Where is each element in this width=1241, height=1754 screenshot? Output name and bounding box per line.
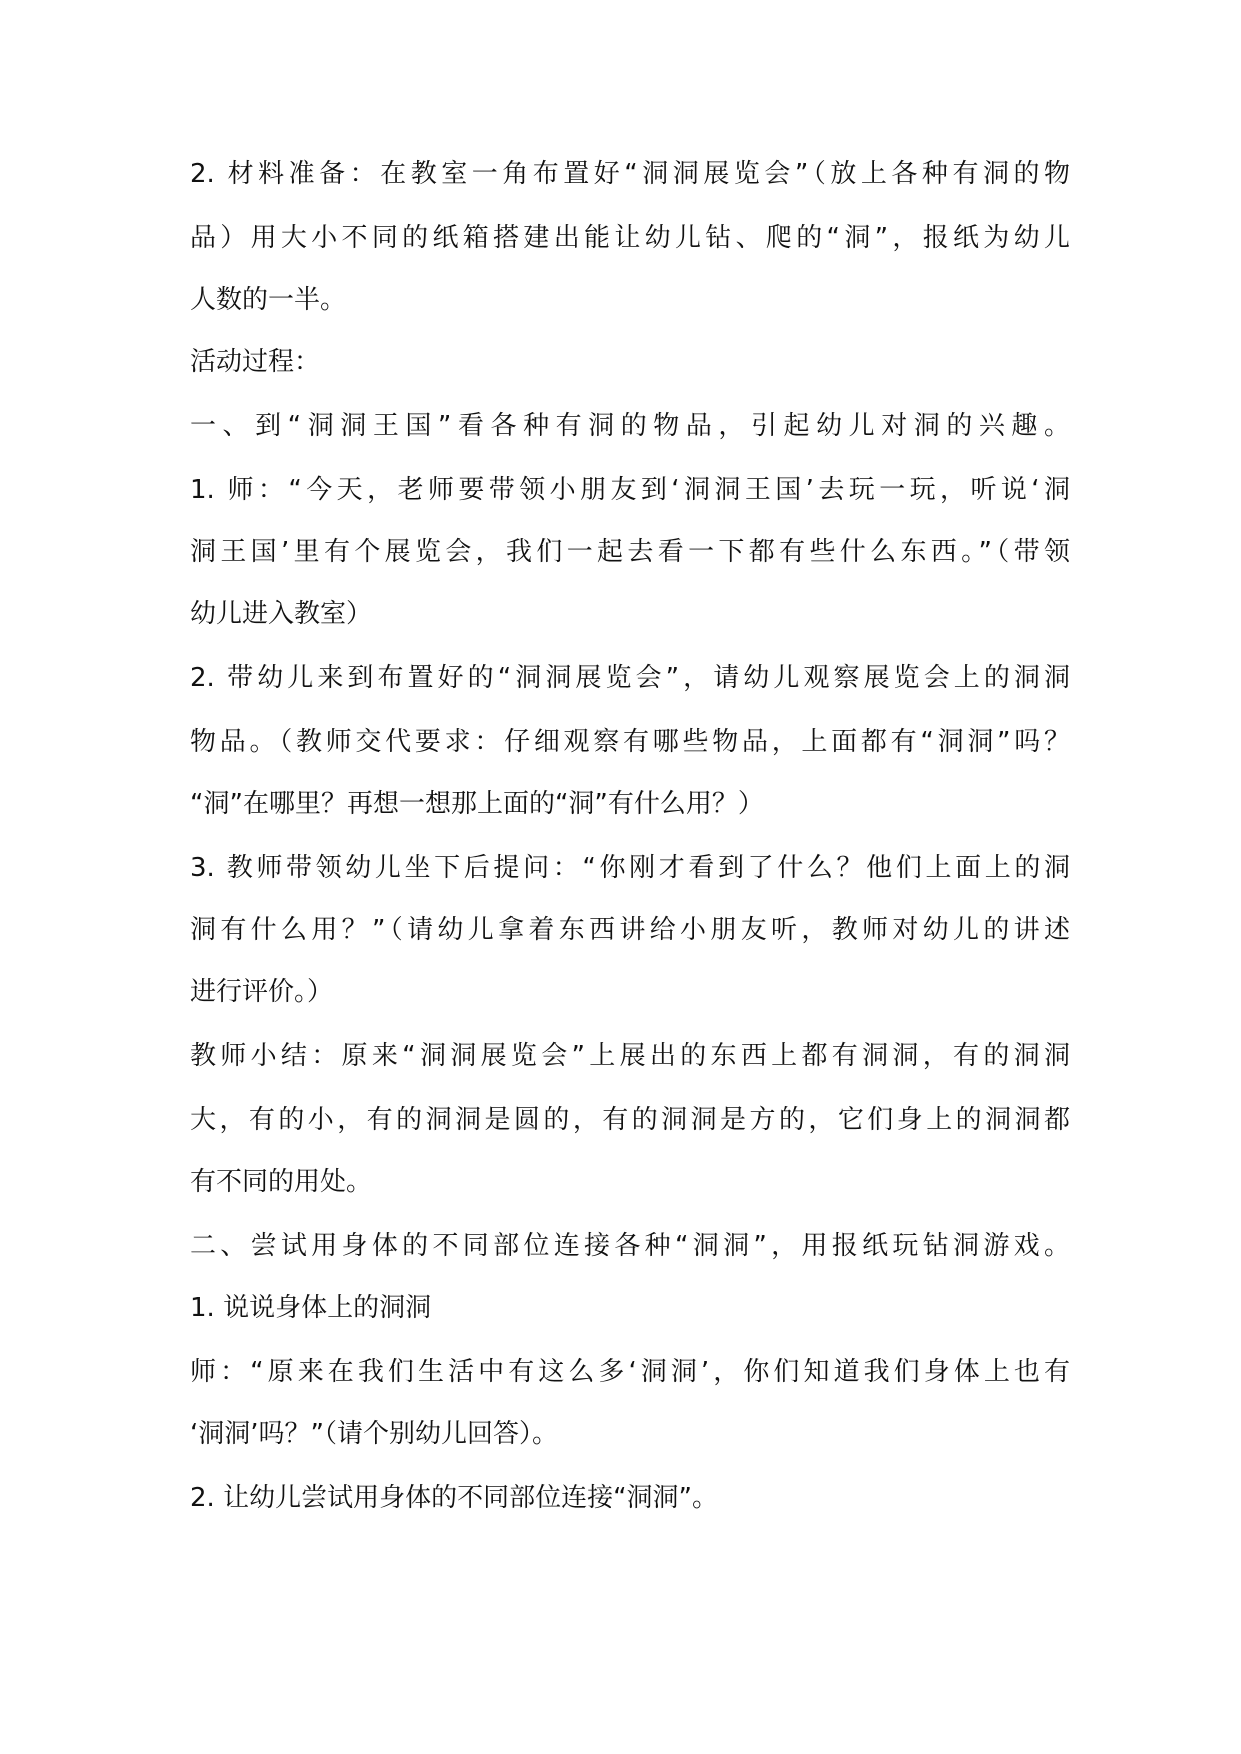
section-heading: 一、到“洞洞王国”看各种有洞的物品，引起幼儿对洞的兴趣。: [190, 411, 1070, 441]
section-heading: 活动过程：: [190, 347, 321, 377]
text-line: 3. 教师带领幼儿坐下后提问：“你刚才看到了什么？他们上面上的洞: [190, 853, 1070, 883]
text-line: 2. 带幼儿来到布置好的“洞洞展览会”，请幼儿观察展览会上的洞洞: [190, 663, 1070, 693]
text-line: 师：“原来在我们生活中有这么多‘洞洞’，你们知道我们身体上也有: [190, 1357, 1070, 1387]
text-line: 进行评价。）: [190, 977, 334, 1007]
text-line: ‘洞洞’吗？”（请个别幼儿回答）。: [190, 1419, 558, 1449]
text-line: 品）用大小不同的纸箱搭建出能让幼儿钻、爬的“洞”，报纸为幼儿: [190, 223, 1070, 253]
text-line: 教师小结：原来“洞洞展览会”上展出的东西上都有洞洞，有的洞洞: [190, 1041, 1070, 1071]
text-line: 2. 让幼儿尝试用身体的不同部位连接“洞洞”。: [190, 1483, 719, 1513]
text-line: 人数的一半。: [190, 285, 347, 315]
text-line: 2. 材料准备：在教室一角布置好“洞洞展览会”（放上各种有洞的物: [190, 159, 1070, 189]
text-line: 1. 说说身体上的洞洞: [190, 1293, 432, 1323]
text-line: 洞有什么用？”（请幼儿拿着东西讲给小朋友听，教师对幼儿的讲述: [190, 915, 1070, 945]
text-line: 1. 师：“今天，老师要带领小朋友到‘洞洞王国’去玩一玩，听说‘洞: [190, 475, 1070, 505]
text-line: 幼儿进入教室）: [190, 599, 373, 629]
text-line: 大，有的小，有的洞洞是圆的，有的洞洞是方的，它们身上的洞洞都: [190, 1105, 1070, 1135]
text-line: 有不同的用处。: [190, 1167, 373, 1197]
text-line: “洞”在哪里？再想一想那上面的“洞”有什么用？）: [190, 789, 764, 819]
section-heading: 二、尝试用身体的不同部位连接各种“洞洞”，用报纸玩钻洞游戏。: [190, 1231, 1070, 1261]
text-line: 洞王国’里有个展览会，我们一起去看一下都有些什么东西。”（带领: [190, 537, 1070, 567]
text-line: 物品。（教师交代要求：仔细观察有哪些物品，上面都有“洞洞”吗？: [190, 727, 1070, 757]
